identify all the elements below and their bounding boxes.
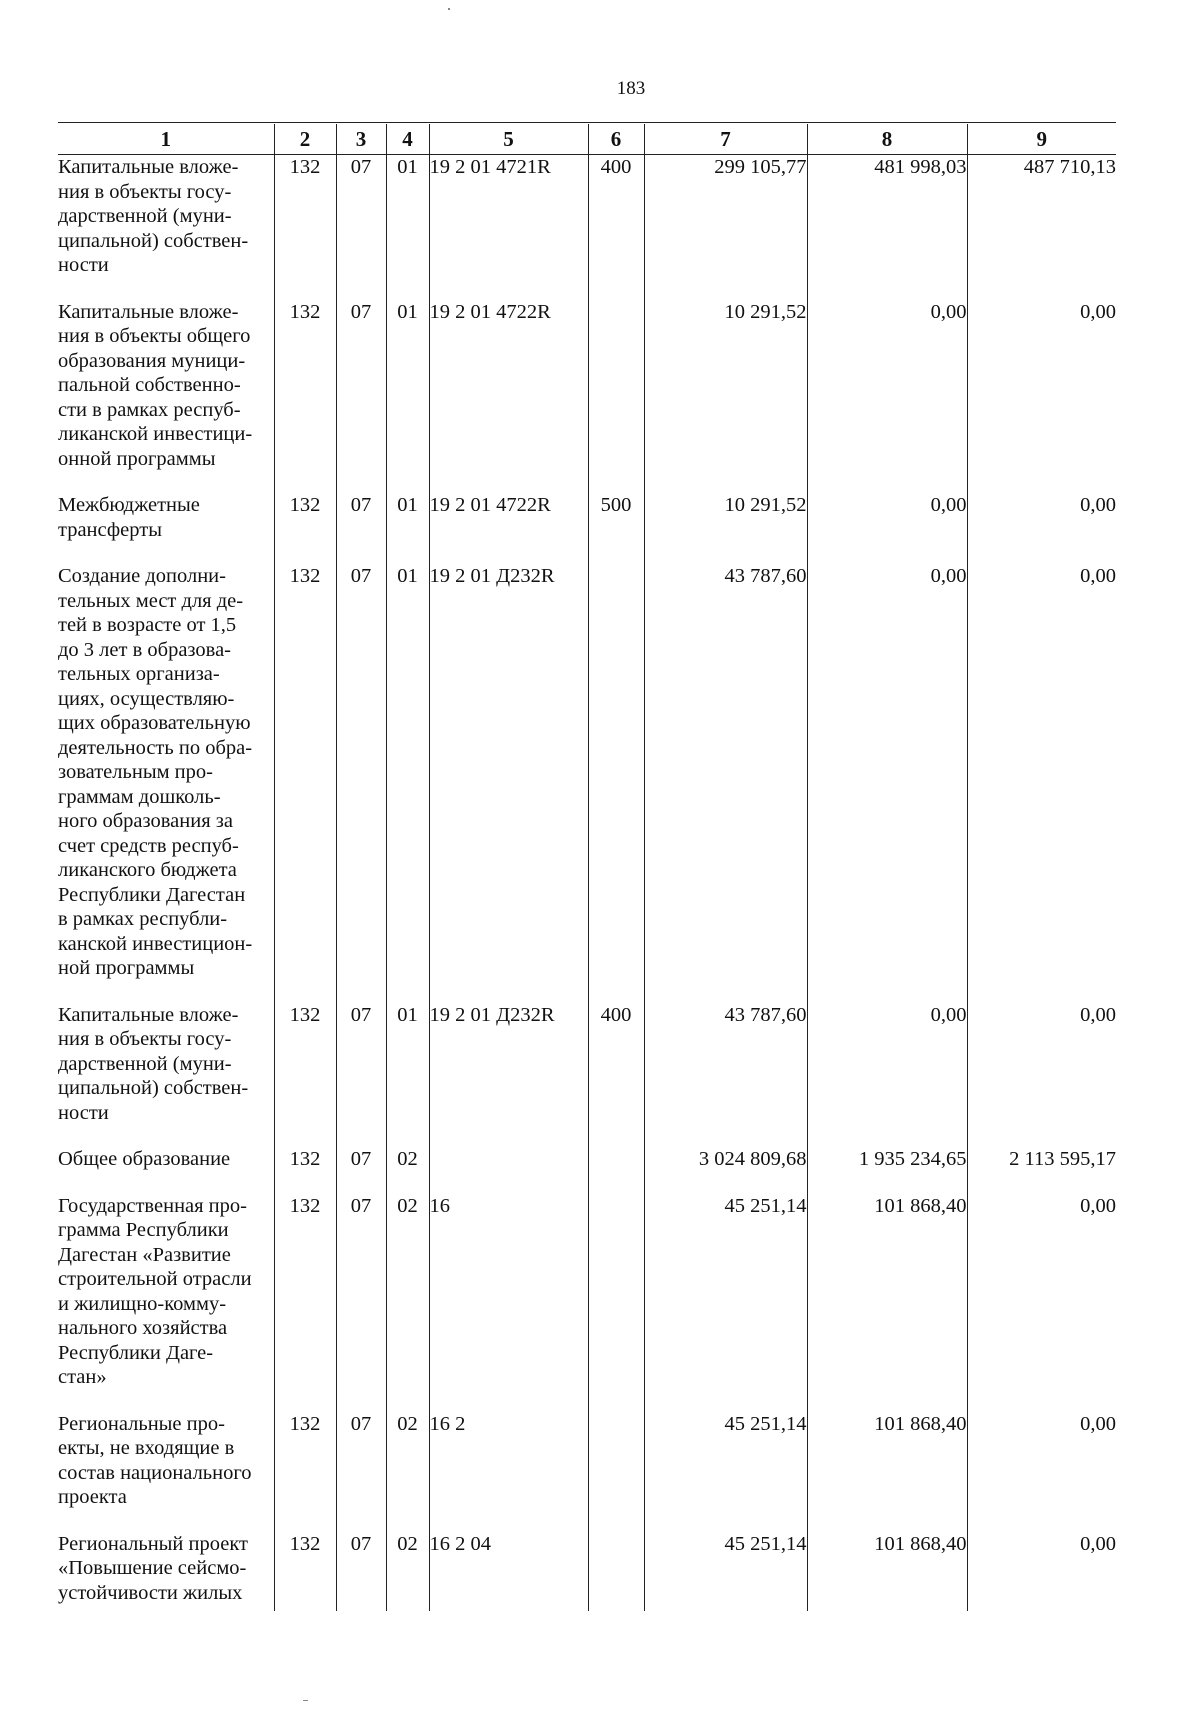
cell-target-article: 16 2 04 bbox=[429, 1532, 588, 1612]
cell-amount-9: 487 710,13 bbox=[967, 155, 1116, 300]
row-name bbox=[58, 1532, 274, 1612]
cell-amount-9: 0,00 bbox=[967, 1003, 1116, 1148]
table-row bbox=[58, 1532, 1116, 1612]
row-name-text: Межбюджетные трансферты bbox=[58, 494, 200, 541]
cell-section: 07 bbox=[336, 1003, 386, 1148]
cell-subsection: 01 bbox=[386, 300, 429, 494]
col-header-1: 1 bbox=[58, 124, 274, 155]
row-name-text: Государственная про- грамма Республики Дагестан «Развитие строительной отрасли и жилищно-комму- нального хозяйства Республики Даге- стан» bbox=[58, 1194, 252, 1388]
cell-target-article: 19 2 01 Д232R bbox=[429, 1003, 588, 1148]
col-header-3: 3 bbox=[336, 124, 386, 155]
cell-amount-7: 45 251,14 bbox=[644, 1532, 807, 1612]
row-name bbox=[58, 1412, 274, 1532]
cell-amount-7: 43 787,60 bbox=[644, 1003, 807, 1148]
header-row bbox=[58, 124, 1116, 155]
row-name bbox=[58, 493, 274, 564]
row-name bbox=[58, 1147, 274, 1194]
cell-ministry-code: 132 bbox=[274, 1194, 336, 1412]
cell-amount-8: 0,00 bbox=[807, 564, 967, 1003]
cell-amount-9: 0,00 bbox=[967, 564, 1116, 1003]
cell-subsection: 02 bbox=[386, 1147, 429, 1194]
cell-expense-type bbox=[588, 1194, 644, 1412]
table-top-rule bbox=[58, 122, 1116, 123]
cell-ministry-code: 132 bbox=[274, 493, 336, 564]
cell-amount-8: 0,00 bbox=[807, 300, 967, 494]
col-header-2: 2 bbox=[274, 124, 336, 155]
cell-target-article bbox=[429, 1147, 588, 1194]
col-header-8: 8 bbox=[807, 124, 967, 155]
cell-amount-9: 0,00 bbox=[967, 1412, 1116, 1532]
cell-amount-8: 481 998,03 bbox=[807, 155, 967, 300]
row-name-text: Капитальные вложе- ния в объекты госу- дарственной (муни- ципальной) собствен- ности bbox=[58, 1003, 249, 1124]
row-name bbox=[58, 155, 274, 300]
table-row bbox=[58, 1412, 1116, 1532]
cell-section: 07 bbox=[336, 1412, 386, 1532]
row-name-text: Региональные про- екты, не входящие в состав национального проекта bbox=[58, 1412, 252, 1508]
table-row bbox=[58, 1147, 1116, 1194]
cell-amount-7: 3 024 809,68 bbox=[644, 1147, 807, 1194]
table-row bbox=[58, 155, 1116, 300]
cell-target-article: 19 2 01 4721R bbox=[429, 155, 588, 300]
cell-amount-7: 10 291,52 bbox=[644, 300, 807, 494]
cell-ministry-code: 132 bbox=[274, 564, 336, 1003]
cell-subsection: 02 bbox=[386, 1412, 429, 1532]
cell-expense-type bbox=[588, 1532, 644, 1612]
row-name bbox=[58, 1194, 274, 1412]
cell-target-article: 16 2 bbox=[429, 1412, 588, 1532]
cell-expense-type bbox=[588, 564, 644, 1003]
cell-subsection: 01 bbox=[386, 564, 429, 1003]
cell-target-article: 19 2 01 4722R bbox=[429, 493, 588, 564]
cell-subsection: 02 bbox=[386, 1532, 429, 1612]
table-row bbox=[58, 493, 1116, 564]
cell-section: 07 bbox=[336, 493, 386, 564]
col-header-6: 6 bbox=[588, 124, 644, 155]
table-row bbox=[58, 1003, 1116, 1148]
budget-table bbox=[58, 124, 1116, 1611]
cell-subsection: 02 bbox=[386, 1194, 429, 1412]
col-header-7: 7 bbox=[644, 124, 807, 155]
row-name-text: Создание дополни- тельных мест для де- тей в возрасте от 1,5 до 3 лет в образова- тельных организа- циях, осуществляю- щих образовательную деятельность по обра- зовательным про- граммам дошколь- ного образования за счет средств респуб- ликанского бюджета Республики Дагестан в рамках республи- канской инвестицион- ной программы bbox=[58, 565, 253, 979]
table-row bbox=[58, 300, 1116, 494]
cell-expense-type bbox=[588, 300, 644, 494]
cell-expense-type: 500 bbox=[588, 493, 644, 564]
table-row bbox=[58, 1194, 1116, 1412]
cell-amount-8: 101 868,40 bbox=[807, 1532, 967, 1612]
cell-amount-7: 45 251,14 bbox=[644, 1412, 807, 1532]
cell-ministry-code: 132 bbox=[274, 1412, 336, 1532]
row-name-text: Региональный проект «Повышение сейсмо- устойчивости жилых bbox=[58, 1532, 248, 1604]
scan-speck bbox=[448, 8, 450, 10]
cell-ministry-code: 132 bbox=[274, 1003, 336, 1148]
cell-section: 07 bbox=[336, 1532, 386, 1612]
cell-subsection: 01 bbox=[386, 493, 429, 564]
col-header-4: 4 bbox=[386, 124, 429, 155]
cell-amount-8: 0,00 bbox=[807, 493, 967, 564]
page-number: 183 bbox=[616, 78, 646, 99]
table-row bbox=[58, 564, 1116, 1003]
cell-ministry-code: 132 bbox=[274, 1147, 336, 1194]
row-name-text: Капитальные вложе- ния в объекты госу- дарственной (муни- ципальной) собствен- ности bbox=[58, 156, 249, 276]
cell-section: 07 bbox=[336, 155, 386, 300]
cell-expense-type bbox=[588, 1412, 644, 1532]
cell-section: 07 bbox=[336, 300, 386, 494]
row-name-text: Капитальные вложе- ния в объекты общего образования муници- пальной собственно- сти в рамках респуб- ликанской инвестици- онной программы bbox=[58, 300, 253, 470]
cell-section: 07 bbox=[336, 564, 386, 1003]
row-name bbox=[58, 564, 274, 1003]
cell-amount-9: 0,00 bbox=[967, 1532, 1116, 1612]
cell-amount-9: 2 113 595,17 bbox=[967, 1147, 1116, 1194]
cell-amount-8: 101 868,40 bbox=[807, 1412, 967, 1532]
col-header-5: 5 bbox=[429, 124, 588, 155]
cell-amount-9: 0,00 bbox=[967, 300, 1116, 494]
row-name-text: Общее образование bbox=[58, 1148, 231, 1170]
cell-amount-9: 0,00 bbox=[967, 493, 1116, 564]
cell-amount-9: 0,00 bbox=[967, 1194, 1116, 1412]
col-header-9: 9 bbox=[967, 124, 1116, 155]
cell-amount-8: 0,00 bbox=[807, 1003, 967, 1148]
cell-ministry-code: 132 bbox=[274, 1532, 336, 1612]
cell-expense-type: 400 bbox=[588, 155, 644, 300]
row-name bbox=[58, 1003, 274, 1148]
cell-amount-7: 43 787,60 bbox=[644, 564, 807, 1003]
cell-subsection: 01 bbox=[386, 155, 429, 300]
cell-amount-7: 299 105,77 bbox=[644, 155, 807, 300]
cell-expense-type: 400 bbox=[588, 1003, 644, 1148]
cell-expense-type bbox=[588, 1147, 644, 1194]
cell-section: 07 bbox=[336, 1194, 386, 1412]
cell-section: 07 bbox=[336, 1147, 386, 1194]
cell-ministry-code: 132 bbox=[274, 155, 336, 300]
cell-amount-7: 45 251,14 bbox=[644, 1194, 807, 1412]
cell-subsection: 01 bbox=[386, 1003, 429, 1148]
scan-speck bbox=[303, 1700, 308, 1701]
cell-amount-8: 101 868,40 bbox=[807, 1194, 967, 1412]
row-name bbox=[58, 300, 274, 494]
cell-target-article: 19 2 01 Д232R bbox=[429, 564, 588, 1003]
cell-amount-8: 1 935 234,65 bbox=[807, 1147, 967, 1194]
cell-target-article: 19 2 01 4722R bbox=[429, 300, 588, 494]
cell-target-article: 16 bbox=[429, 1194, 588, 1412]
cell-amount-7: 10 291,52 bbox=[644, 493, 807, 564]
cell-ministry-code: 132 bbox=[274, 300, 336, 494]
